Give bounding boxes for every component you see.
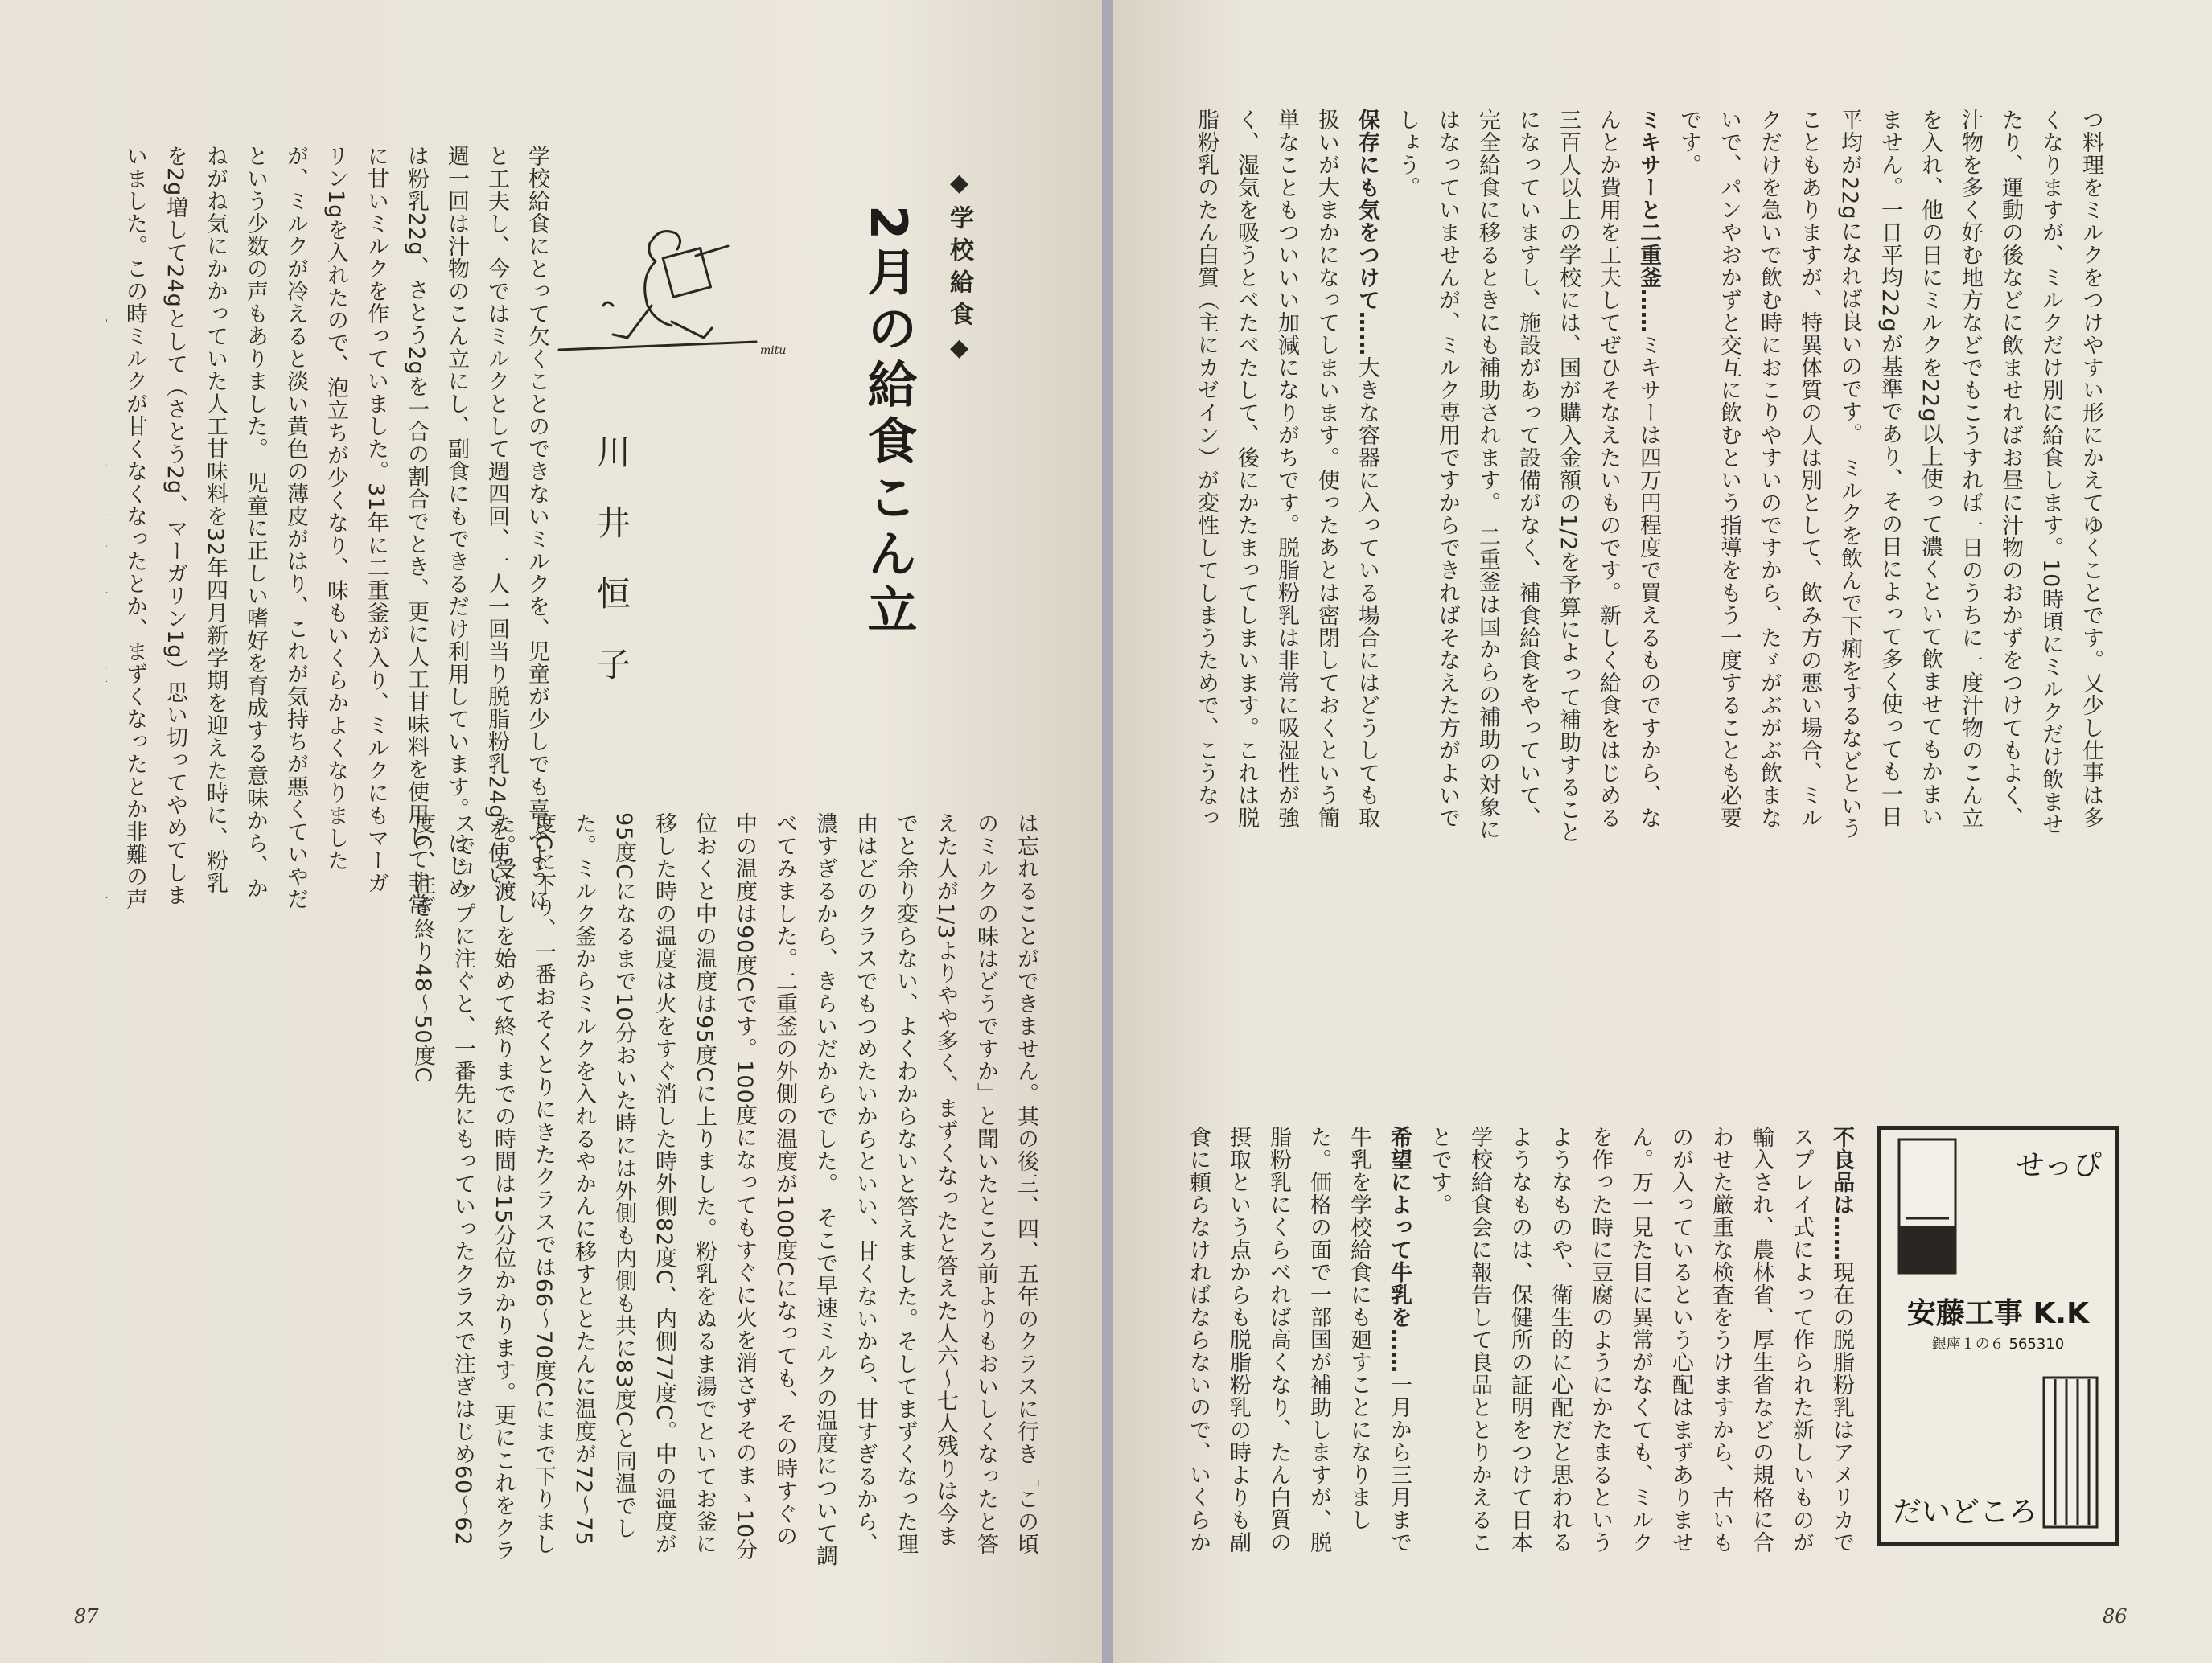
page-number-right: 86 (2103, 1605, 2128, 1628)
right-column-top (1186, 109, 2111, 848)
left-column-bottom (80, 812, 1046, 1568)
right-column-bottom (1186, 1126, 1861, 1560)
hope-heading: 希望によって牛乳を…… (1387, 1126, 1412, 1374)
left-body-bottom: は忘れることができません。其の後三、四、五年のクラスに行き「この頃のミルクの味はどうですか」と聞いたところ前よりもおいしくなったと答えた人が1/3よりやや多く、まずくなったと答えた人六〜七人残りは今までと余り変らない、よくわからないと答えました。そしてまずくなった理由はどのクラスでもつめたいからといい、甘くないから、甘すぎるから、濃すぎるから、きらいだからでした。 そこで早速ミルクの温度について調べてみました。二重釜の外側の温度が100度Cになっても、その時すぐの中の温度は90度Cです。100度になってもすぐに火を消さずそのまゝ10分位おくと中の温度は95度Cに上りました。粉乳をぬるま湯でといてお釜に移した時の温度は火をすぐ消した時外側82度C、内側77度C。中の温度が95度Cになるまで10分おいた時には外側も内側も共に83度Cと同温でした。ミルク釜からミルクを入れるやかんに移すととたんに温度が72〜75度Cに下り、一番おそくとりにきたクラスでは66〜70度Cにまで下りました。受渡しを始めて終りまでの時間は15分位かかります。更にこれをクラスでコップに注ぐと、一番先にもっていったクラスで注ぎはじめ60〜62度C、注ぎ終り48〜50度C (410, 812, 1038, 1567)
defect-heading: 不良品は…… (1829, 1126, 1854, 1261)
ad-brand-bottom: だいどころ (1893, 1496, 2038, 1529)
storage-body: 大きな容器に入っている場合にはどうしても取扱いが大まかになってしまいます。使ったあとは密閉しておくという簡単なこともついいい加減になりがちです。脱脂粉乳は非常に吸湿性が強く、湿気を吸うとべたべたして、後にかたまってしまいます。これは脱脂粉乳のたん白質（主にカゼイン）が変性してしまうためで、こうなっ (1194, 109, 1379, 829)
left-body-top: 学校給食にとって欠くことのできないミルクを、児童が少しでも喜ぶようにと工夫し、今ではミルクとして週四回、一人一回当り脱脂粉乳24gを使い、週一回は汁物のこん立にし、副食にもできるだけ利用しています。 はじめは粉乳22g、さとう2gを一合の割合でとき、更に人工甘味料を使用して非常に甘いミルクを作っていました。31年に二重釜が入り、ミルクにもマーガリン1gを入れたので、泡立ちが少くなり、味もいくらかよくなりましたが、ミルクが冷えると淡い黄色の薄皮がはり、これが気持ちが悪くていやだという少数の声もありました。 児童に正しい嗜好を育成する意味から、かねがね気にかかっていた人工甘味料を32年四月新学期を迎えた時に、粉乳を2g増して24gとして（さとう2g、マーガリン1g）思い切ってやめてしまいました。この時ミルクが甘くなくなったとか、まずくなったとか非難の声 (122, 145, 549, 916)
advertisement-box (1877, 1126, 2119, 1546)
illustration-signature: mitu (760, 344, 787, 357)
article-title: 2月の給食こん立 (859, 205, 918, 641)
ad-graphic-bottom (2042, 1376, 2099, 1529)
author-name: 川井恒子 (592, 434, 631, 717)
ad-brand-top: せっぴ (2015, 1149, 2102, 1182)
mixer-body: ミキサーは四万円程度で買えるものですから、なんとか費用を工夫してぜひそなえたいものです。新しく給食をはじめる三百人以上の学校には、国が購入金額の1/2を予算によって補助することになっていますし、施設があって設備がなく、補食給食をやっていて、完全給食に移るときにも補助されます。 二重釜は国からの補助の対象にはなっていませんが、ミルク専用ですからできればそなえた方がよいでしょう。 (1395, 109, 1661, 844)
right-body-intro: つ料理をミルクをつけやすい形にかえてゆくことです。又少し仕事は多くなりますが、ミルクだけ別に給食します。10時頃にミルクだけ飲ませたり、運動の後などに飲ませればお昼に汁物のおかずをつけてもよく、汁物を多く好む地方などでもこうすれば一日のうちに一度汁物のこん立を入れ、他の日にミルクを22g以上使って濃くといて飲ませてもかまいません。一日平均22gが基準であり、その日によって多く使っても一日平均が22gになれば良いのです。 ミルクを飲んで下痢をするなどということもありますが、特異体質の人は別として、飲み方の悪い場合、ミルクだけを急いで飲む時におこりやすいのですから、たゞがぶがぶ飲まないで、パンやおかずと交互に飲むという指導をもう一度することも必要です。 (1676, 109, 2103, 840)
left-page (0, 0, 1105, 1663)
page-number-left: 87 (74, 1605, 99, 1628)
running-child-illustration (555, 209, 788, 394)
mixer-heading: ミキサーと二重釜…… (1636, 109, 1661, 334)
section-kicker: ◆学校給食◆ (945, 169, 973, 370)
hope-body: 一月から三月まで牛乳を学校給食にも廻すことになりました。価格の面で一部国が補助しますが、脱脂粉乳にくらべれば高くなり、たん白質の摂取という点からも脱脂粉乳の時よりも副食に頼らなければならないので、いくらか (1186, 1126, 1412, 1554)
ad-graphic-top (1897, 1138, 1957, 1275)
left-column-top (106, 145, 557, 917)
ad-company-name: 安藤工事 K.K (1906, 1297, 2089, 1330)
storage-heading: 保存にも気をつけて…… (1355, 109, 1379, 356)
defect-body: 現在の脱脂粉乳はアメリカでスプレイ式によって作られた新しいものが輸入され、農林省、厚生省などの規格に合わせた厳重な検査をうけますから、古いものが入っているという心配はまずありません。万一見た目に異常がなくても、ミルクを作った時に豆腐のようにかたまるというようなものや、衛生的に心配だと思われるようなものは、保健所の証明をつけて日本学校給食会に報告して良品ととりかえることです。 (1427, 1126, 1854, 1554)
right-page (1113, 0, 2212, 1663)
ad-address: 銀座１の６ 565310 (1931, 1336, 2065, 1353)
